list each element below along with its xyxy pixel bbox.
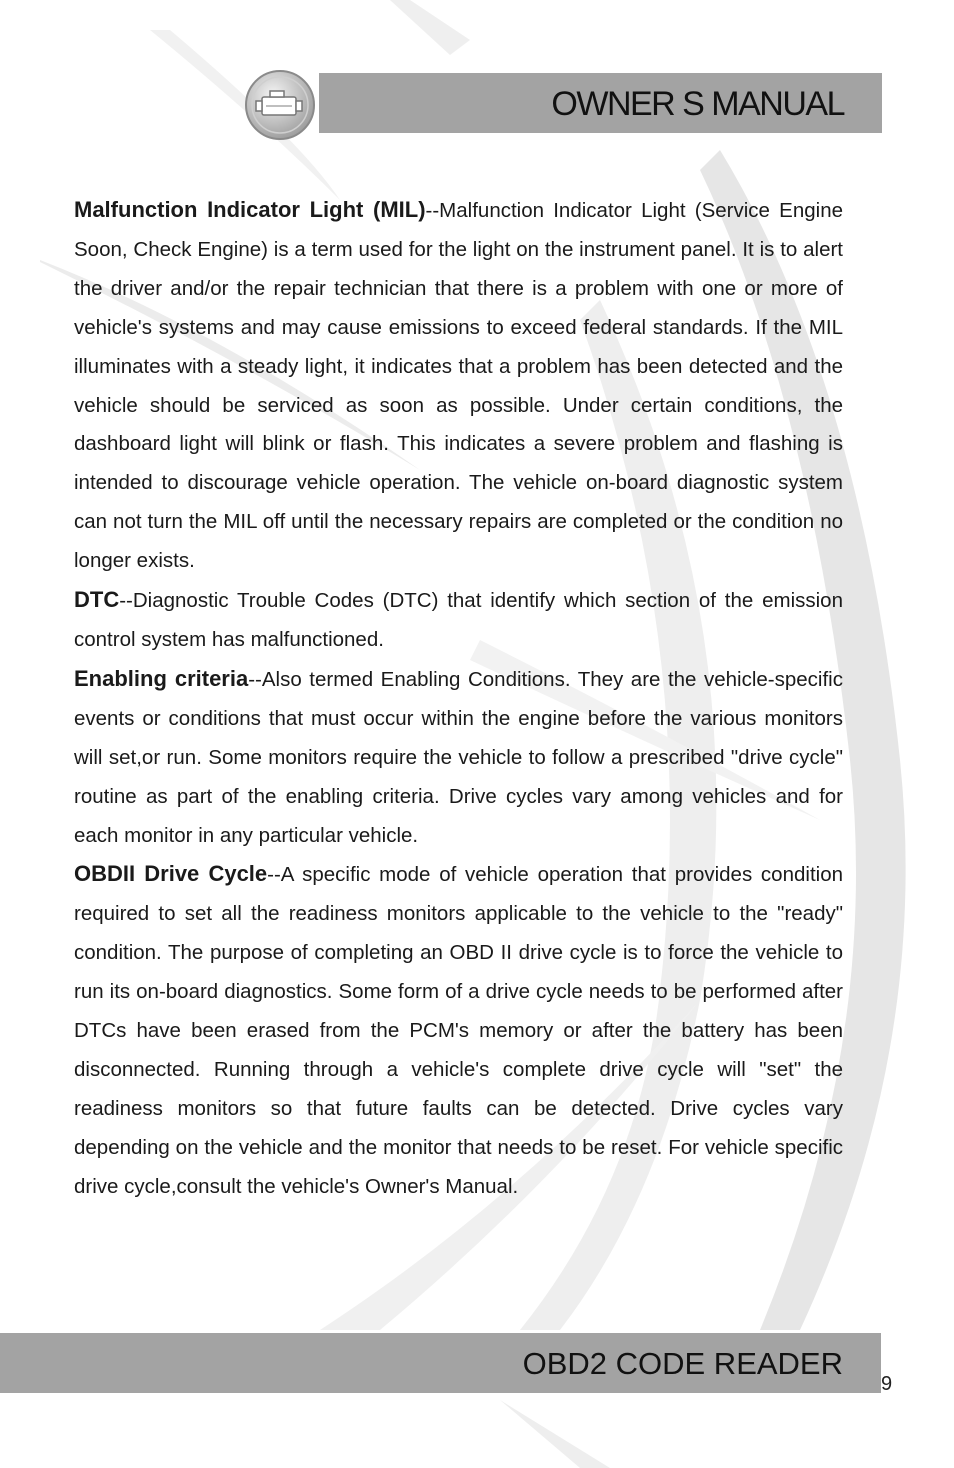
page-title: OWNER S MANUAL bbox=[551, 85, 844, 123]
glossary-entry-enabling-criteria bbox=[74, 660, 843, 856]
definition-dtc: --Diagnostic Trouble Codes (DTC) that identify which section of the emission control system has malfunctioned. bbox=[74, 589, 843, 651]
term-dtc: DTC bbox=[74, 587, 120, 613]
definition-obdii-drive-cycle: --A specific mode of vehicle operation that provides condition required to set all the readiness monitors applicable to the vehicle to the "ready" condition. The purpose of completing an OBD II drive cycle is to force the vehicle to run its on-board diagnostics. Some form of a drive cycle needs to be performed after DTCs have been erased from the PCM's memory or after the battery has been disconnected. Running through a vehicle's complete drive cycle will "set" the readiness monitors so that future faults can be detected. Drive cycles vary depending on the vehicle and the monitor that needs to be reset. For vehicle specific drive cycle,consult the vehicle's Owner's Manual. bbox=[74, 863, 843, 1198]
glossary-content bbox=[74, 191, 843, 1207]
header-bar bbox=[319, 73, 882, 133]
page-number: 9 bbox=[881, 1373, 893, 1395]
definition-enabling-criteria: --Also termed Enabling Conditions. They are the vehicle-specific events or conditions that must occur within the engine before the various monitors will set,or run. Some monitors require the vehicle to follow a prescribed "drive cycle" routine as part of the enabling criteria. Drive cycles vary among vehicles and for each monitor in any particular vehicle. bbox=[74, 667, 843, 847]
glossary-entry-mil bbox=[74, 191, 843, 581]
engine-icon bbox=[244, 69, 316, 141]
glossary-entry-dtc bbox=[74, 581, 843, 660]
term-enabling-criteria: Enabling criteria bbox=[74, 665, 249, 691]
footer-bar bbox=[0, 1333, 881, 1393]
footer-title: OBD2 CODE READER bbox=[522, 1346, 843, 1381]
glossary-entry-obdii-drive-cycle bbox=[74, 855, 843, 1206]
definition-mil: --Malfunction Indicator Light (Service Engine Soon, Check Engine) is a term used for the light on the instrument panel. It is to alert the driver and/or the repair technician that there is a problem with one or more of vehicle's systems and may cause emissions to exceed federal standards. If the MIL illuminates with a steady light, it indicates that a problem has been detected and the vehicle should be serviced as soon as possible. Under certain conditions, the dashboard light will blink or flash. This indicates a severe problem and flashing is intended to discourage vehicle operation. The vehicle on-board diagnostic system can not turn the MIL off until the necessary repairs are completed or the condition no longer exists. bbox=[74, 199, 843, 573]
term-obdii-drive-cycle: OBDII Drive Cycle bbox=[74, 861, 268, 887]
term-mil: Malfunction Indicator Light (MIL) bbox=[74, 197, 426, 222]
